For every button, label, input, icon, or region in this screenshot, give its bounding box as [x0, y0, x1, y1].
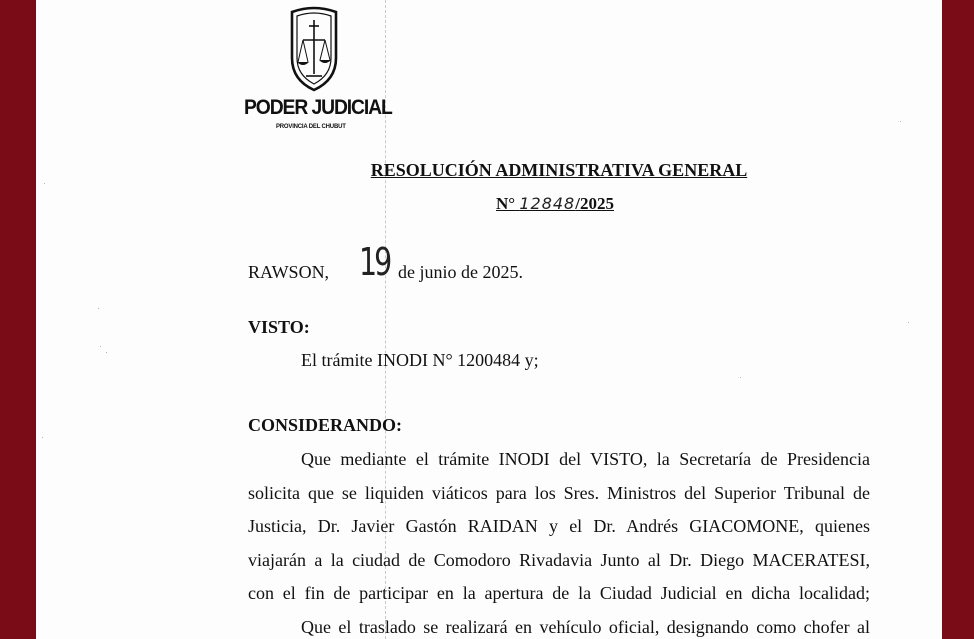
- logo-subtitle: PROVINCIA DEL CHUBUT: [276, 124, 346, 130]
- resolution-number: [496, 194, 614, 214]
- scan-speck: [900, 121, 901, 122]
- considerando-heading: CONSIDERANDO:: [248, 415, 403, 435]
- handwritten-day: 19: [359, 240, 390, 284]
- paragraph-line: con el fin de participar en la apertura de la Ciudad Judicial en dicha localidad;: [248, 583, 870, 603]
- paragraph-line: Que mediante el trámite INODI del VISTO, la Secretaría de Presidencia: [301, 449, 870, 469]
- paragraph-line: Que el traslado se realizará en vehículo oficial, designando como chofer al: [301, 617, 870, 637]
- date-text: de junio de 2025.: [398, 262, 523, 282]
- number-suffix: /2025: [575, 194, 614, 213]
- court-logo: [242, 6, 392, 136]
- document-title: RESOLUCIÓN ADMINISTRATIVA GENERAL: [370, 160, 748, 180]
- scan-speck: [106, 352, 107, 353]
- paragraph-line: Justicia, Dr. Javier Gastón RAIDAN y el Dr. Andrés GIACOMONE, quienes: [248, 516, 870, 536]
- number-prefix: N°: [496, 194, 516, 213]
- scan-speck: [42, 437, 43, 438]
- scan-speck: [44, 183, 45, 184]
- place-text: RAWSON,: [248, 262, 330, 282]
- logo-brand-text: PODER JUDICIAL: [244, 96, 392, 119]
- paragraph-line: solicita que se liquiden viáticos para los Sres. Ministros del Superior Tribunal de: [248, 483, 870, 503]
- visto-text: El trámite INODI N° 1200484 y;: [301, 350, 539, 370]
- scan-speck: [100, 346, 101, 347]
- date-line: [248, 240, 523, 284]
- justice-scales-emblem-icon: [286, 6, 342, 94]
- scan-speck: [98, 308, 99, 309]
- visto-heading: VISTO:: [248, 317, 310, 337]
- paragraph-line: viajarán a la ciudad de Comodoro Rivadavia Junto al Dr. Diego MACERATESI,: [248, 550, 870, 570]
- document-page: [36, 0, 942, 639]
- scan-speck: [908, 322, 909, 323]
- handwritten-number: 12848: [519, 194, 576, 213]
- scan-speck: [740, 377, 741, 378]
